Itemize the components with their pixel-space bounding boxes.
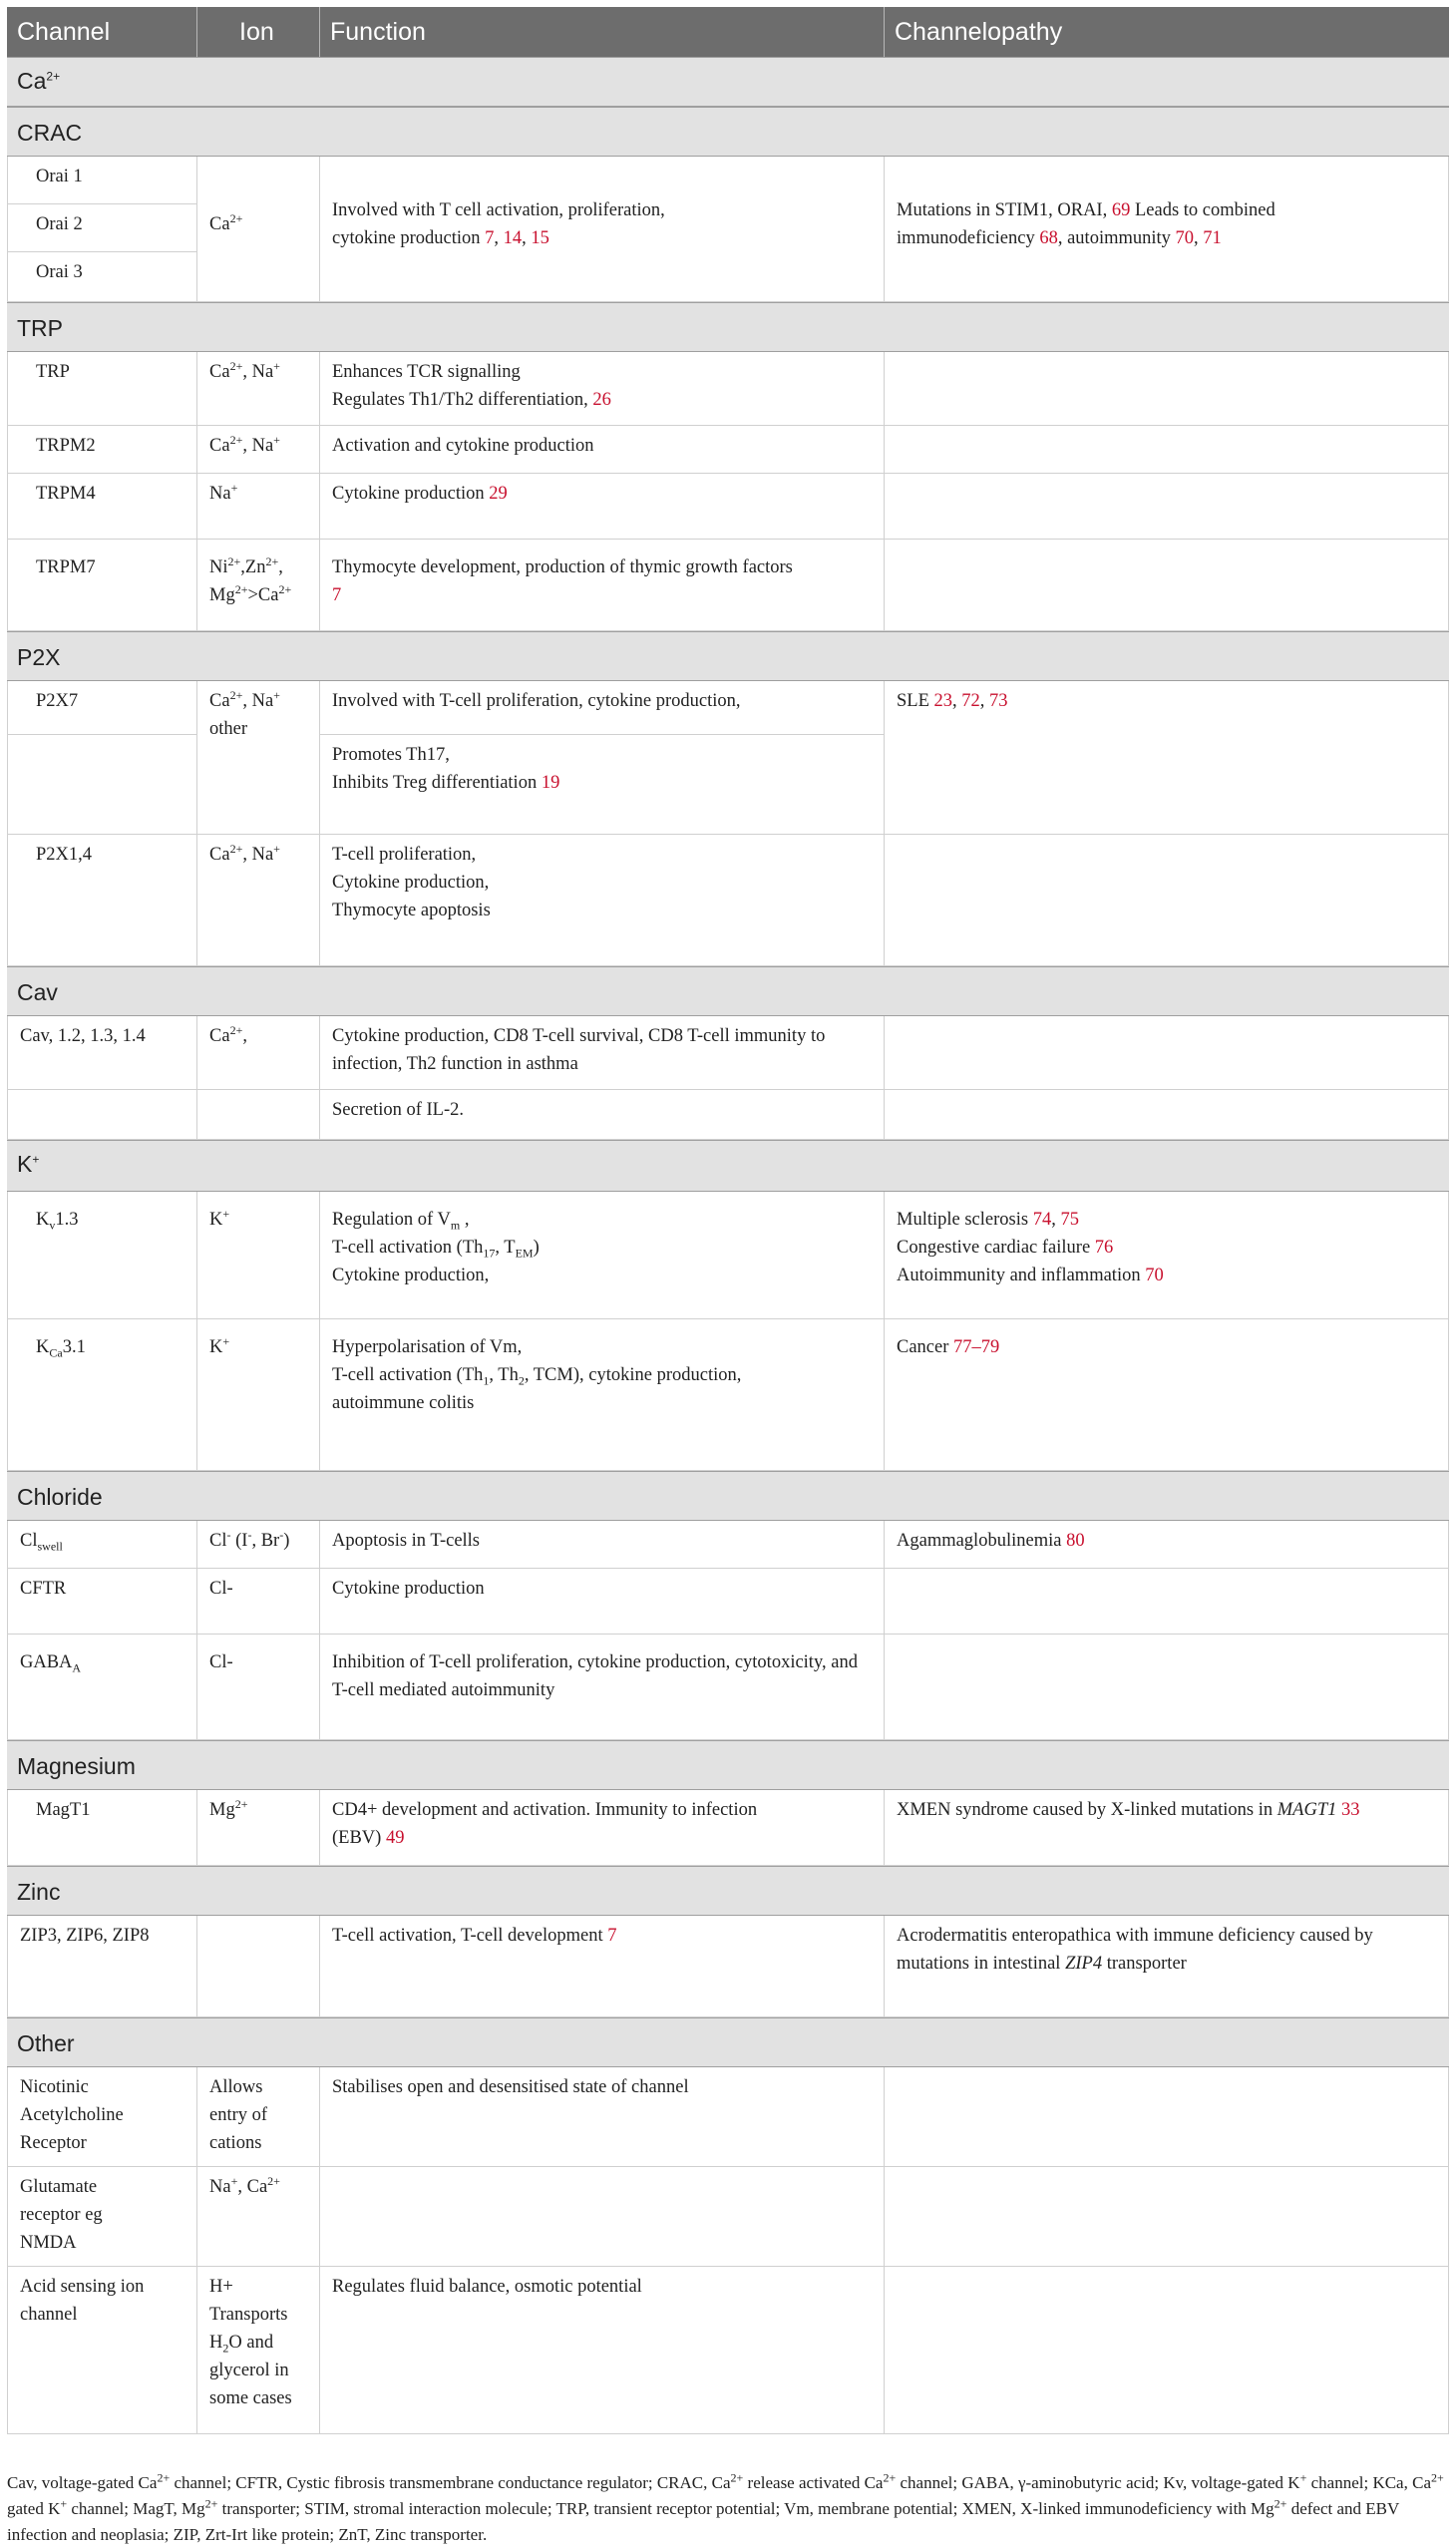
channel-cftr — [7, 1569, 196, 1635]
function-p2x14: T-cell proliferation, Cytokine production, Thymocyte apoptosis — [319, 835, 884, 966]
channelopathy-clswell: Agammaglobulinemia 80 — [884, 1521, 1449, 1569]
function-cav-b — [319, 1090, 884, 1140]
channelopathy-p2x7: SLE 23, 72, 73 — [884, 681, 1449, 835]
function-orai: Involved with T cell activation, proliferation, cytokine production 7, 14, 15 — [319, 157, 884, 302]
section-k: K+ — [7, 1140, 1449, 1192]
function-text: Activation and cytokine production — [332, 436, 594, 456]
function-kca31: Hyperpolarisation of Vm, T-cell activation ($Th_1$, $Th_2$, TCM), cytokine production, autoimmune colitis — [319, 1319, 884, 1471]
channelopathy-gaba — [884, 1635, 1449, 1740]
channel-asic: Acid sensing ion channel — [7, 2267, 196, 2434]
channelopathy-p2x14 — [884, 835, 1449, 966]
section-trp: TRP — [7, 302, 1449, 352]
channel-p2x7-cont — [7, 735, 196, 835]
channel-kv13: $K_v1.3$ — [7, 1192, 196, 1319]
function-text: Inhibition of T-cell proliferation, cytokine production, cytotoxicity, and T-cell mediated autoimmunity — [332, 1652, 858, 1700]
function-text: Apoptosis in T-cells — [332, 1531, 481, 1551]
channel-orai3 — [7, 252, 196, 302]
ion-magt1: $Mg^{2+}$ — [196, 1790, 319, 1866]
ion-trpm4: Na+ — [196, 474, 319, 540]
ion-clswell: Cl- (I-, Br-) — [196, 1521, 319, 1569]
ion-orai: $Ca^{2+}$ — [196, 157, 319, 302]
channel-label: ZIP3, ZIP6, ZIP8 — [20, 1926, 150, 1946]
ion-zip — [196, 1916, 319, 2017]
ion-gaba — [196, 1635, 319, 1740]
function-trp: Enhances TCR signalling Regulates Th1/Th2 differentiation, 26 — [319, 352, 884, 426]
section-zinc: Zinc — [7, 1866, 1449, 1916]
channel-glutamate: Glutamate receptor eg NMDA — [7, 2167, 196, 2267]
channelopathy-trpm2 — [884, 426, 1449, 474]
function-p2x7-b: Promotes Th17, Inhibits Treg differentiation 19 — [319, 735, 884, 835]
ion-text: Cl- — [209, 1579, 233, 1599]
ion-asic: H+ Transports $H_2O$ and glycerol in some cases — [196, 2267, 319, 2434]
function-cftr — [319, 1569, 884, 1635]
channel-trp — [7, 352, 196, 426]
section-crac: CRAC — [7, 107, 1449, 157]
ion-p2x7: $Ca^{2+}$, Na+ other — [196, 681, 319, 835]
channelopathy-cftr — [884, 1569, 1449, 1635]
channelopathy-trpm4 — [884, 474, 1449, 540]
channel-label: TRPM4 — [36, 484, 96, 504]
ion-trp: $Ca^{2+}$, Na+ — [196, 352, 319, 426]
channelopathy-orai: Mutations in STIM1, ORAI, 69 Leads to combined immunodeficiency 68, autoimmunity 70, 71 — [884, 157, 1449, 302]
channelopathy-magt1: XMEN syndrome caused by X-linked mutations in MAGT1 33 — [884, 1790, 1449, 1866]
function-zip: T-cell activation, T-cell development 7 — [319, 1916, 884, 2017]
function-clswell — [319, 1521, 884, 1569]
ion-trpm2: $Ca^{2+}$, Na+ — [196, 426, 319, 474]
section-p2x: P2X — [7, 631, 1449, 681]
function-glutamate — [319, 2167, 884, 2267]
ion-glutamate: Na+, $Ca^{2+}$ — [196, 2167, 319, 2267]
header-function: Function — [319, 7, 884, 57]
table-header — [7, 7, 1449, 57]
channelopathy-trpm7 — [884, 540, 1449, 631]
channel-label: P2X7 — [36, 691, 79, 711]
channel-label: MagT1 — [36, 1800, 91, 1820]
channelopathy-glutamate — [884, 2167, 1449, 2267]
channel-cav-cont — [7, 1090, 196, 1140]
function-trpm7: Thymocyte development, production of thymic growth factors 7 — [319, 540, 884, 631]
header-channel: Channel — [17, 18, 111, 46]
section-other: Other — [7, 2017, 1449, 2067]
channel-label: Orai 1 — [36, 167, 83, 186]
section-cav: Cav — [7, 966, 1449, 1016]
ion-cav-cont — [196, 1090, 319, 1140]
header-ion: Ion — [196, 7, 319, 57]
function-text: Involved with T-cell proliferation, cytokine production, — [332, 691, 741, 711]
channel-gaba: $GABA_A$ — [7, 1635, 196, 1740]
channelopathy-kca31: Cancer 77–79 — [884, 1319, 1449, 1471]
channel-zip — [7, 1916, 196, 2017]
channelopathy-cav-cont — [884, 1090, 1449, 1140]
ion-kca31: K+ — [196, 1319, 319, 1471]
function-p2x7-a — [319, 681, 884, 735]
ion-p2x14: $Ca^{2+}$, Na+ — [196, 835, 319, 966]
function-text: Regulates fluid balance, osmotic potential — [332, 2277, 642, 2297]
ion-text: Cl- — [209, 1652, 233, 1672]
function-asic — [319, 2267, 884, 2434]
channelopathy-nachr — [884, 2067, 1449, 2167]
channel-label: TRPM7 — [36, 557, 96, 577]
ion-cftr — [196, 1569, 319, 1635]
section-ca: $Ca^{2+}$ — [7, 57, 1449, 107]
table-footnote: Cav, voltage-gated $Ca^{2+}$ channel; CFTR, Cystic fibrosis transmembrane conductance regulator; CRAC, $Ca^{2+}$ release activated $Ca^{2+}$ channel; GABA, γ-aminobutyric acid; Kv, voltage-gated K+ channel; KCa, $Ca^{2+}$ gated K+ channel; MagT, $Mg^{2+}$ transporter; STIM, stromal interaction molecule; TRP, transient receptor potential; Vm, membrane potential; XMEN, X-linked immunodeficiency with $Mg^{2+}$ defect and EBV infection and neoplasia; ZIP, Zrt-Irt like protein; ZnT, Zinc transporter. — [7, 2470, 1444, 2544]
channelopathy-trp — [884, 352, 1449, 426]
function-text: Secretion of IL-2. — [332, 1100, 465, 1120]
channel-orai1 — [7, 157, 196, 204]
channel-nachr: Nicotinic Acetylcholine Receptor — [7, 2067, 196, 2167]
channel-label: P2X1,4 — [36, 845, 93, 865]
function-trpm2 — [319, 426, 884, 474]
channel-clswell: $Cl_{swell}$ — [7, 1521, 196, 1569]
function-text: Stabilises open and desensitised state of channel — [332, 2077, 689, 2097]
ion-nachr: Allows entry of cations — [196, 2067, 319, 2167]
channel-orai2 — [7, 204, 196, 252]
channel-trpm4 — [7, 474, 196, 540]
channel-label: Orai 2 — [36, 214, 83, 234]
channelopathy-asic — [884, 2267, 1449, 2434]
channel-label: TRP — [36, 362, 70, 382]
section-magnesium: Magnesium — [7, 1740, 1449, 1790]
function-magt1: CD4+ development and activation. Immunity to infection (EBV) 49 — [319, 1790, 884, 1866]
channel-p2x7 — [7, 681, 196, 735]
channel-label: Cav, 1.2, 1.3, 1.4 — [20, 1026, 146, 1046]
channel-label: TRPM2 — [36, 436, 96, 456]
channel-cav — [7, 1016, 196, 1090]
channel-label: Orai 3 — [36, 262, 83, 282]
channel-trpm7 — [7, 540, 196, 631]
channelopathy-zip: Acrodermatitis enteropathica with immune deficiency caused by mutations in intestinal ZIP4 transporter — [884, 1916, 1449, 2017]
channel-magt1 — [7, 1790, 196, 1866]
function-text: Cytokine production — [332, 1579, 485, 1599]
function-text: Cytokine production, CD8 T-cell survival, CD8 T-cell immunity to infection, Th2 function in asthma — [332, 1026, 826, 1074]
channelopathy-cav — [884, 1016, 1449, 1090]
function-nachr — [319, 2067, 884, 2167]
ion-trpm7: $Ni^{2+},Zn^{2+}$, $Mg^{2+}>Ca^{2+}$ — [196, 540, 319, 631]
channel-kca31: $K_{Ca}3.1$ — [7, 1319, 196, 1471]
function-cav-a — [319, 1016, 884, 1090]
section-chloride: Chloride — [7, 1471, 1449, 1521]
function-kv13: Regulation of $V_m$ , T-cell activation ($Th_{17}$, $T_{EM}$) Cytokine production, — [319, 1192, 884, 1319]
channelopathy-kv13: Multiple sclerosis 74, 75 Congestive cardiac failure 76 Autoimmunity and inflammation 70 — [884, 1192, 1449, 1319]
channel-label: CFTR — [20, 1579, 67, 1599]
header-channelopathy: Channelopathy — [884, 7, 1449, 57]
function-trpm4: Cytokine production 29 — [319, 474, 884, 540]
channel-p2x14 — [7, 835, 196, 966]
ion-kv13: K+ — [196, 1192, 319, 1319]
channel-trpm2 — [7, 426, 196, 474]
function-gaba — [319, 1635, 884, 1740]
ion-cav: $Ca^{2+}$, — [196, 1016, 319, 1090]
